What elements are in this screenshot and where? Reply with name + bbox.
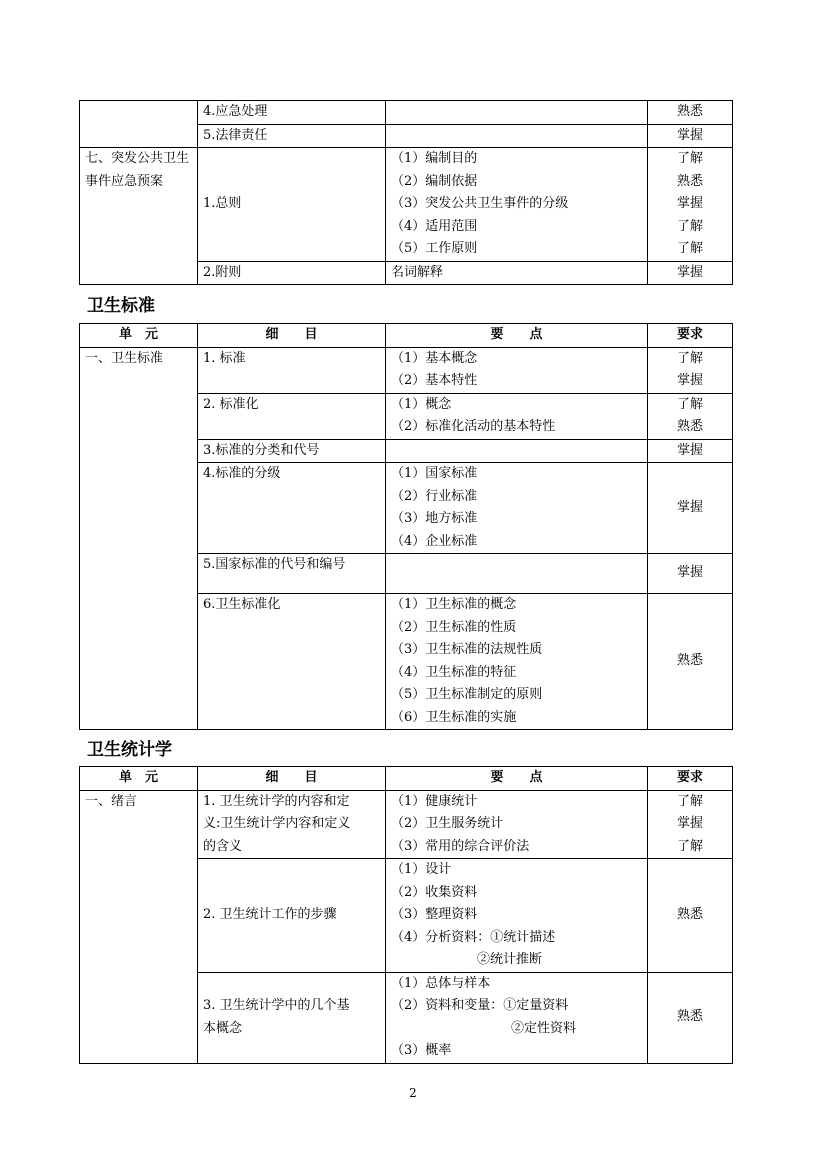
requirement-cell: 掌握 xyxy=(648,261,733,285)
table-header-row xyxy=(80,767,733,791)
detail-cell: 1. 卫生统计学的内容和定 义:卫生统计学内容和定义 的含义 xyxy=(198,790,386,859)
detail-cell: 3. 卫生统计学中的几个基 本概念 xyxy=(198,972,386,1063)
detail-cell: 4.标准的分级 xyxy=(198,463,386,554)
requirement-cell: 熟悉 xyxy=(648,594,733,730)
requirement-cell: 掌握 xyxy=(648,124,733,148)
requirement-cell: 掌握 xyxy=(648,439,733,463)
requirement-cell: 熟悉 xyxy=(648,859,733,973)
table-hygiene-standards xyxy=(79,323,733,730)
points-cell: （1）国家标准 （2）行业标准 （3）地方标准 （4）企业标准 xyxy=(386,463,648,554)
detail-cell: 3.标准的分类和代号 xyxy=(198,439,386,463)
points-cell: （1）健康统计 （2）卫生服务统计 （3）常用的综合评价法 xyxy=(386,790,648,859)
table-1 xyxy=(79,100,733,285)
page-number: 2 xyxy=(409,1086,417,1100)
detail-cell: 1. 标准 xyxy=(198,347,386,393)
table-row xyxy=(80,347,733,393)
unit-cell: 一、卫生标准 xyxy=(80,347,198,730)
header-unit: 单 元 xyxy=(80,767,198,791)
header-detail: 细 目 xyxy=(198,324,386,348)
points-cell: 名词解释 xyxy=(386,261,648,285)
requirement-cell: 了解 掌握 了解 xyxy=(648,790,733,859)
header-requirement: 要求 xyxy=(648,324,733,348)
points-cell-empty xyxy=(386,101,648,125)
points-cell: （1）编制目的 （2）编制依据 （3）突发公共卫生事件的分级 （4）适用范围 （5）工作原则 xyxy=(386,148,648,262)
unit-cell-empty xyxy=(80,101,198,148)
requirement-cell: 了解 掌握 xyxy=(648,347,733,393)
table-row xyxy=(80,148,733,262)
requirement-cell: 了解 熟悉 xyxy=(648,393,733,439)
requirement-cell: 了解 熟悉 掌握 了解 了解 xyxy=(648,148,733,262)
points-cell: （1）设计 （2）收集资料 （3）整理资料 （4）分析资料：①统计描述 ②统计推断 xyxy=(386,859,648,973)
points-cell-empty xyxy=(386,124,648,148)
section-title-health-statistics: 卫生统计学 xyxy=(87,740,172,760)
requirement-cell: 掌握 xyxy=(648,554,733,594)
detail-cell: 6.卫生标准化 xyxy=(198,594,386,730)
header-requirement: 要求 xyxy=(648,767,733,791)
requirement-cell: 熟悉 xyxy=(648,101,733,125)
table-row xyxy=(80,790,733,859)
header-points: 要 点 xyxy=(386,324,648,348)
table-row xyxy=(80,101,733,125)
unit-cell: 一、绪言 xyxy=(80,790,198,1063)
points-cell: （1）概念 （2）标准化活动的基本特性 xyxy=(386,393,648,439)
points-cell-empty xyxy=(386,554,648,594)
detail-cell: 2. 卫生统计工作的步骤 xyxy=(198,859,386,973)
requirement-cell: 掌握 xyxy=(648,463,733,554)
table-header-row xyxy=(80,324,733,348)
points-cell: （1）总体与样本 （2）资料和变量：①定量资料 ②定性资料 （3）概率 xyxy=(386,972,648,1063)
detail-cell: 5.国家标准的代号和编号 xyxy=(198,554,386,594)
unit-cell: 七、突发公共卫生事件应急预案 xyxy=(80,148,198,285)
header-unit: 单 元 xyxy=(80,324,198,348)
table-health-statistics xyxy=(79,766,733,1064)
detail-cell: 1.总则 xyxy=(198,148,386,262)
header-points: 要 点 xyxy=(386,767,648,791)
detail-cell: 5.法律责任 xyxy=(198,124,386,148)
detail-cell: 2.附则 xyxy=(198,261,386,285)
points-cell: （1）基本概念 （2）基本特性 xyxy=(386,347,648,393)
section-title-hygiene-standards: 卫生标准 xyxy=(87,296,155,316)
detail-cell: 2. 标准化 xyxy=(198,393,386,439)
header-detail: 细 目 xyxy=(198,767,386,791)
requirement-cell: 熟悉 xyxy=(648,972,733,1063)
detail-cell: 4.应急处理 xyxy=(198,101,386,125)
points-cell: （1）卫生标准的概念 （2）卫生标准的性质 （3）卫生标准的法规性质 （4）卫生标准的特征 （5）卫生标准制定的原则 （6）卫生标准的实施 xyxy=(386,594,648,730)
points-cell-empty xyxy=(386,439,648,463)
